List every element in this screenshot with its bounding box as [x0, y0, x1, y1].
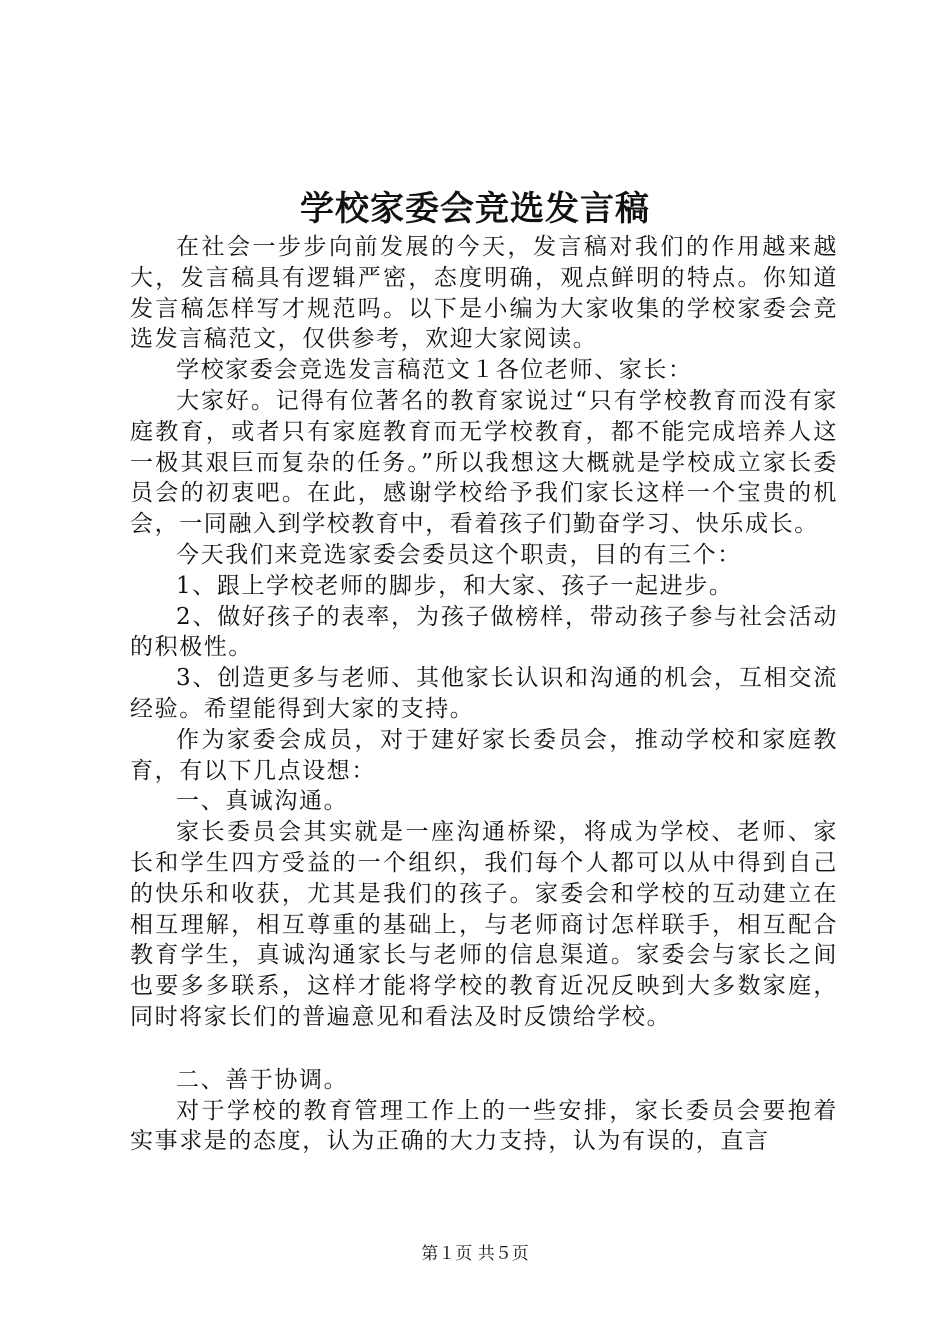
- paragraph: 在社会一步步向前发展的今天，发言稿对我们的作用越来越大，发言稿具有逻辑严密，态度明确，观点鲜明的特点。你知道发言稿怎样写才规范吗。以下是小编为大家收集的学校家委会竞选发言稿范文，仅供参考，欢迎大家阅读。: [130, 234, 838, 353]
- page-number: 第１页 共５页: [421, 1244, 529, 1264]
- document-body: [130, 232, 838, 1157]
- paragraph: 大家好。记得有位著名的教育家说过“只有学校教育而没有家庭教育，或者只有家庭教育而无学校教育，都不能完成培养人这一极其艰巨而复杂的任务。”所以我想这大概就是学校成立家长委员会的初衷吧。在此，感谢学校给予我们家长这样一个宝贵的机会，一同融入到学校教育中，看着孩子们勤奋学习、快乐成长。: [130, 387, 838, 538]
- paragraph: 2、做好孩子的表率，为孩子做榜样，带动孩子参与社会活动的积极性。: [130, 603, 838, 661]
- paragraph: 对于学校的教育管理工作上的一些安排，家长委员会要抱着实事求是的态度，认为正确的大力支持，认为有误的，直言: [130, 1097, 838, 1155]
- document-title: 学校家委会竞选发言稿: [300, 189, 650, 229]
- section-heading: 一、真诚沟通。: [176, 788, 349, 815]
- paragraph: 学校家委会竞选发言稿范文１各位老师、家长：: [176, 357, 693, 384]
- paragraph: 家长委员会其实就是一座沟通桥梁，将成为学校、老师、家长和学生四方受益的一个组织，我们每个人都可以从中得到自己的快乐和收获，尤其是我们的孩子。家委会和学校的互动建立在相互理解，相互尊重的基础上，与老师商讨怎样联手，相互配合教育学生，真诚沟通家长与老师的信息渠道。家委会与家长之间也要多多联系，这样才能将学校的教育近况反映到大多数家庭，同时将家长们的普遍意见和看法及时反馈给学校。: [130, 819, 838, 1030]
- paragraph: 3、创造更多与老师、其他家长认识和沟通的机会，互相交流经验。希望能得到大家的支持。: [130, 665, 838, 722]
- paragraph: 作为家委会成员，对于建好家长委员会，推动学校和家庭教育，有以下几点设想：: [130, 726, 838, 784]
- section-heading: 二、善于协调。: [176, 1066, 349, 1093]
- paragraph: 1、跟上学校老师的脚步，和大家、孩子一起进步。: [176, 572, 734, 599]
- paragraph: 今天我们来竞选家委会委员这个职责，目的有三个：: [176, 541, 742, 568]
